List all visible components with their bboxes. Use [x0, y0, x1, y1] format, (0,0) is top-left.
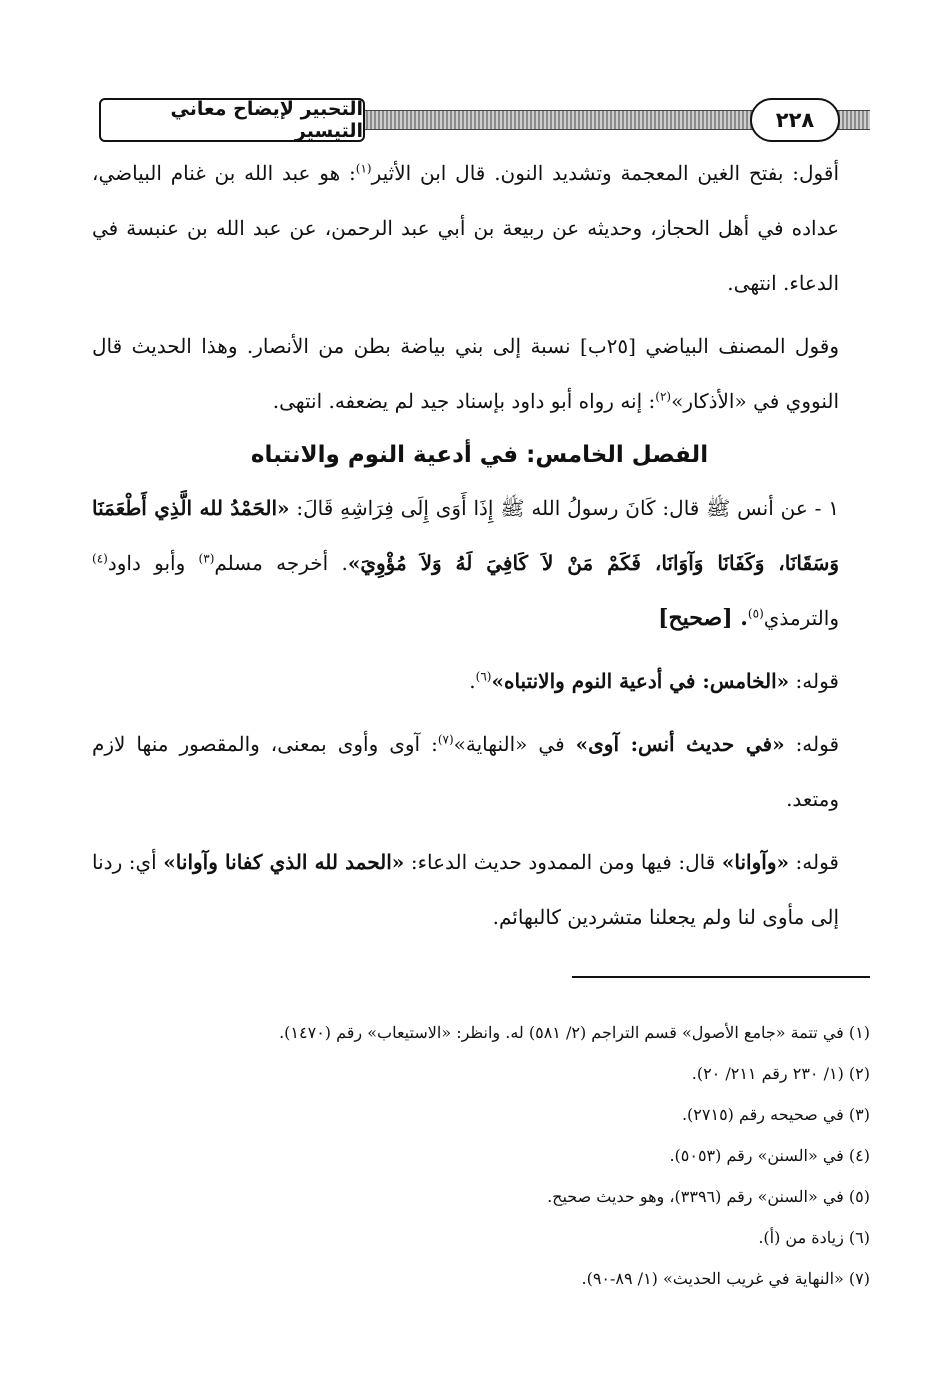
footnote-ref-4: (٤): [92, 551, 108, 566]
footnote-ref-5: (٥): [747, 606, 764, 621]
c1-label: قوله:: [789, 669, 839, 693]
c2-text-b: : آوى وأوى بمعنى، والمقصور منها لازم ومتعد.: [92, 732, 839, 811]
hadith-quote: «الحَمْدُ لله الَّذِي أَطْعَمَنَا وَسَقَانَا، وَكَفَانَا وَآوَانَا، فَكَمْ مَنْ لاَ كَافِيَ لَهُ وَلاَ مُؤْوِيَ»: [92, 496, 839, 575]
c2-quote: «في حديث أنس: آوى»: [575, 732, 785, 756]
footnote-4: (٤) في «السنن» رقم (٥٠٥٣).: [669, 1146, 870, 1165]
main-text: [92, 146, 867, 945]
hadith-after-quote: . أخرجه مسلم: [214, 551, 348, 575]
c3-text-a: قال: فيها ومن الممدود حديث الدعاء:: [404, 850, 722, 874]
p2-text-b: : إنه رواه أبو داود بإسناد جيد لم يضعفه. انتهى.: [272, 389, 656, 413]
footnote-ref-7: (٧): [437, 732, 454, 747]
footnote-ref-3: (٣): [198, 551, 215, 566]
chapter-heading: الفصل الخامس: في أدعية النوم والانتباه: [250, 442, 709, 468]
footnote-2: (٢) (١/ ٢٣٠ رقم ٢١١/ ٢٠).: [691, 1064, 870, 1083]
footnote-ref-2: (٢): [655, 389, 672, 404]
footnote-7: (٧) «النهاية في غريب الحديث» (١/ ٨٩-٩٠).: [581, 1269, 870, 1288]
c3-quote: «وآوانا»: [721, 850, 789, 874]
footnote-separator: [572, 976, 870, 978]
c1-end: .: [469, 669, 476, 693]
p1-text-b: : هو عبد الله بن غنام البياضي، عداده في أهل الحجاز، وحديثه عن ربيعة بن أبي عبد الرحمن، عن عبد الله بن عنبسة في الدعاء. انتهى.: [92, 161, 839, 295]
footnote-3: (٣) في صحيحه رقم (٢٧١٥).: [681, 1105, 870, 1124]
c2-label: قوله:: [784, 732, 840, 756]
book-title: التحبير لإيضاح معاني التيسير: [99, 98, 365, 142]
commentary-2: [92, 717, 867, 827]
hadith-paragraph: [92, 481, 867, 646]
hadith-tirmidhi: والترمذي: [763, 606, 839, 630]
c2-text-a: في «النهاية»: [453, 732, 576, 756]
hadith-grade: . [صحيح]: [658, 605, 748, 631]
hadith-abu-dawud: وأبو داود: [107, 551, 199, 575]
c3-quote-2: «الحمد لله الذي كفانا وآوانا»: [163, 850, 405, 874]
footnote-ref-6: (٦): [475, 669, 492, 684]
footnote-6: (٦) زيادة من (أ).: [758, 1228, 870, 1247]
c3-text-b: أي: ردنا إلى مأوى لنا ولم يجعلنا متشردين كالبهائم.: [92, 850, 839, 929]
footnote-ref-1: (١): [355, 161, 372, 176]
footnotes: [92, 1012, 870, 1299]
paragraph-2: [92, 319, 867, 429]
p1-text-a: أقول: بفتح الغين المعجمة وتشديد النون. قال ابن الأثير: [371, 161, 840, 185]
page-header: [95, 96, 870, 144]
p2-text-a: وقول المصنف البياضي [٢٥ب] نسبة إلى بني بياضة بطن من الأنصار. وهذا الحديث قال النووي في «الأذكار»: [92, 334, 839, 413]
hadith-intro: ١ - عن أنس ﷺ قال: كَانَ رسولُ الله ﷺ إِذَا أَوَى إِلَى فِرَاشِهِ قَالَ:: [289, 496, 839, 520]
footnote-1: (١) في تتمة «جامع الأصول» قسم التراجم (٢/ ٥٨١) له. وانظر: «الاستيعاب» رقم (١٤٧٠).: [279, 1023, 870, 1042]
footnote-5: (٥) في «السنن» رقم (٣٣٩٦)، وهو حديث صحيح.: [547, 1187, 870, 1206]
c1-quote: «الخامس: في أدعية النوم والانتباه»: [491, 669, 790, 693]
commentary-3: [92, 835, 867, 945]
c3-label: قوله:: [788, 850, 839, 874]
commentary-1: [92, 654, 867, 709]
page-number: ٢٢٨: [750, 98, 840, 142]
paragraph-1: [92, 146, 867, 311]
